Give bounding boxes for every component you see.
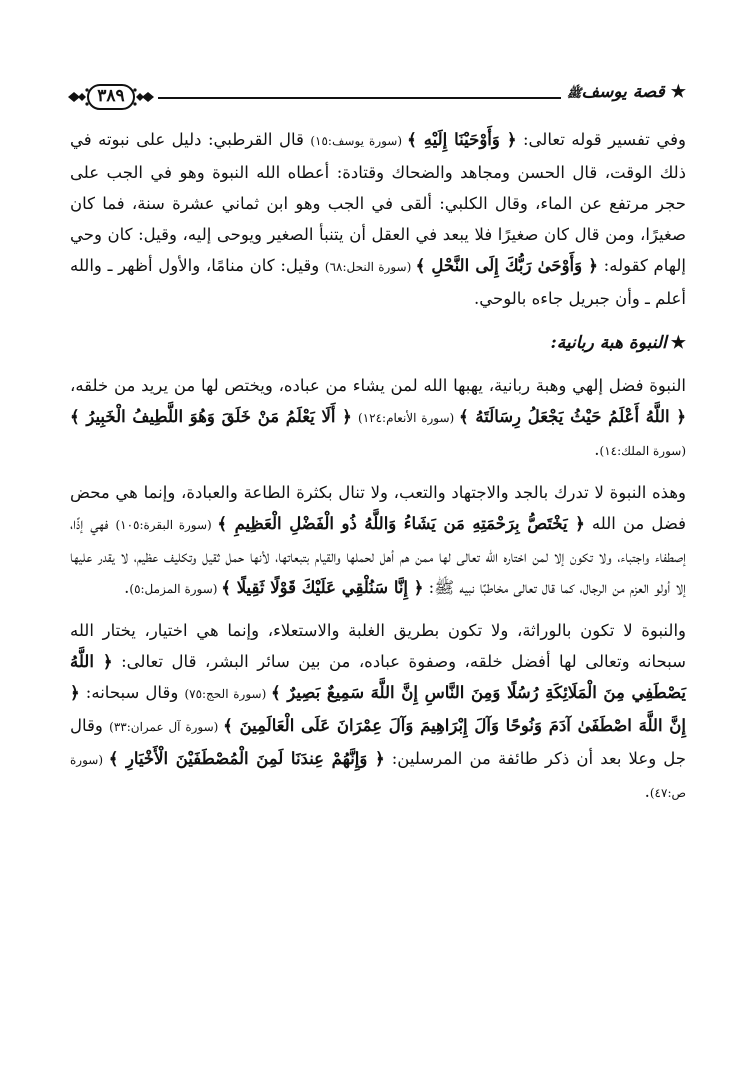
body-text: قال القرطبي: دليل على نبوته في ذلك الوقت، قال الحسن ومجاهد والضحاك وقتادة: أعطاه الله النبوة وهو في الجب على حجر مرتفع عن الماء، وقال الكلبي: ألقى في الجب وهو ابن ثماني عشرة سنة، فما كان صغيرًا، ومن قال كان صغيرًا فلا يبعد في العقل أن يتنبأ الصغير ويوحى إليه، وقيل: كان وحي إلهام كقوله: — [70, 130, 686, 275]
body-text: النبوة فضل إلهي وهبة ربانية، يهبها الله لمن يشاء من عباده، ويختص لها من يريد من خلقه، — [70, 376, 686, 395]
body-text: . — [644, 782, 650, 801]
page-number: ٣٨٩ — [97, 86, 125, 106]
quran-verse: ﴿ أَلَا يَعْلَمُ مَنْ خَلَقَ وَهُوَ اللَّطِيفُ الْخَبِيرُ ﴾ — [70, 407, 352, 426]
body-text: وقيل: كان منامًا، والأول أظهر ـ والله أعلم ـ وأن جبريل جاءه بالوحي. — [70, 256, 686, 308]
running-title — [567, 82, 686, 103]
paragraph — [70, 477, 686, 605]
page-body — [70, 124, 686, 809]
body-text: . — [124, 578, 130, 597]
verse-reference: (سورة ص:٤٧) — [70, 753, 686, 800]
star-icon: ★ — [670, 333, 686, 353]
body-text: وفي تفسير قوله تعالى: — [516, 130, 686, 149]
verse-reference: (سورة يوسف:١٥) — [310, 134, 408, 148]
header-rule — [158, 97, 561, 99]
quran-verse: ﴿ إِنَّ اللَّهَ اصْطَفَىٰ آدَمَ وَنُوحًا وَآلَ إِبْرَاهِيمَ وَآلَ عِمْرَانَ عَلَى الْعَالَمِينَ ﴾ — [70, 683, 687, 735]
quran-verse: ﴿ إِنَّا سَنُلْقِي عَلَيْكَ قَوْلًا ثَقِيلًا ﴾ — [221, 578, 424, 597]
running-title-text: قصة يوسف — [581, 82, 665, 102]
body-text: وقال سبحانه: — [79, 683, 185, 702]
paragraph — [70, 124, 686, 314]
honorific-glyph: ﷺ — [566, 86, 582, 100]
paragraph — [70, 615, 686, 809]
quran-verse: ﴿ يَخْتَصُّ بِرَحْمَتِهِ مَن يَشَاءُ وَاللَّهُ ذُو الْفَضْلِ الْعَظِيمِ ﴾ — [217, 514, 585, 533]
verse-reference: (سورة البقرة:١٠٥) — [115, 518, 218, 532]
star-icon: ★ — [670, 82, 686, 102]
section-heading — [70, 328, 686, 358]
verse-reference: (سورة المزمل:٥) — [129, 582, 222, 596]
quran-verse: ﴿ اللَّهُ أَعْلَمُ حَيْثُ يَجْعَلُ رِسَالَتَهُ ﴾ — [459, 407, 686, 426]
body-text: والنبوة لا تكون بالوراثة، ولا تكون بطريق الغلبة والاستعلاء، وإنما هي اختيار، يختار الله سبحانه وتعالى لها أفضل خلقه، وصفوة عباده، من بين سائر البشر، قال تعالى: — [70, 621, 686, 671]
body-text: وقال جل وعلا بعد أن ذكر طائفة من المرسلين: — [70, 716, 686, 768]
quran-verse: ﴿ وَأَوْحَىٰ رَبُّكَ إِلَى النَّحْلِ ﴾ — [415, 256, 598, 275]
page-number-badge — [66, 80, 156, 114]
body-text: فهي إذًا، إصطفاء واجتباء، ولا تكون إلا لمن اختاره الله تعالى لها ممن هم أهل لحملها والقيام بتبعاتها، لأنها حمل ثقيل وتكليف عظيم، لا يقدر عليها إلا أولو العزم من الرجال، كما قال تعالى مخاطبًا نبيه ﷺ: — [70, 514, 686, 597]
quran-verse: ﴿ وَإِنَّهُمْ عِندَنَا لَمِنَ الْمُصْطَفَيْنَ الْأَخْيَارِ ﴾ — [108, 749, 385, 768]
quran-verse: ﴿ وَأَوْحَيْنَا إِلَيْهِ ﴾ — [407, 130, 517, 149]
section-heading-text: النبوة هبة ربانية: — [550, 333, 667, 353]
quran-verse: ﴿ اللَّهُ يَصْطَفِي مِنَ الْمَلَائِكَةِ رُسُلًا وَمِنَ النَّاسِ إِنَّ اللَّهَ سَمِيعٌ بَصِيرٌ ﴾ — [70, 652, 686, 702]
page-header — [66, 80, 686, 120]
paragraph — [70, 370, 686, 467]
body-text: وهذه النبوة لا تدرك بالجد والاجتهاد والتعب، ولا تنال بكثرة الطاعة والعبادة، وإنما هي محض فضل من الله — [70, 483, 687, 533]
verse-reference: (سورة الأنعام:١٢٤) — [358, 411, 459, 425]
verse-reference: (سورة النحل:٦٨) — [324, 260, 416, 274]
body-text: . — [594, 440, 600, 459]
verse-reference: (سورة آل عمران:٣٣) — [109, 720, 224, 734]
verse-reference: (سورة الحج:٧٥) — [184, 687, 271, 701]
verse-reference: (سورة الملك:١٤) — [599, 444, 686, 458]
